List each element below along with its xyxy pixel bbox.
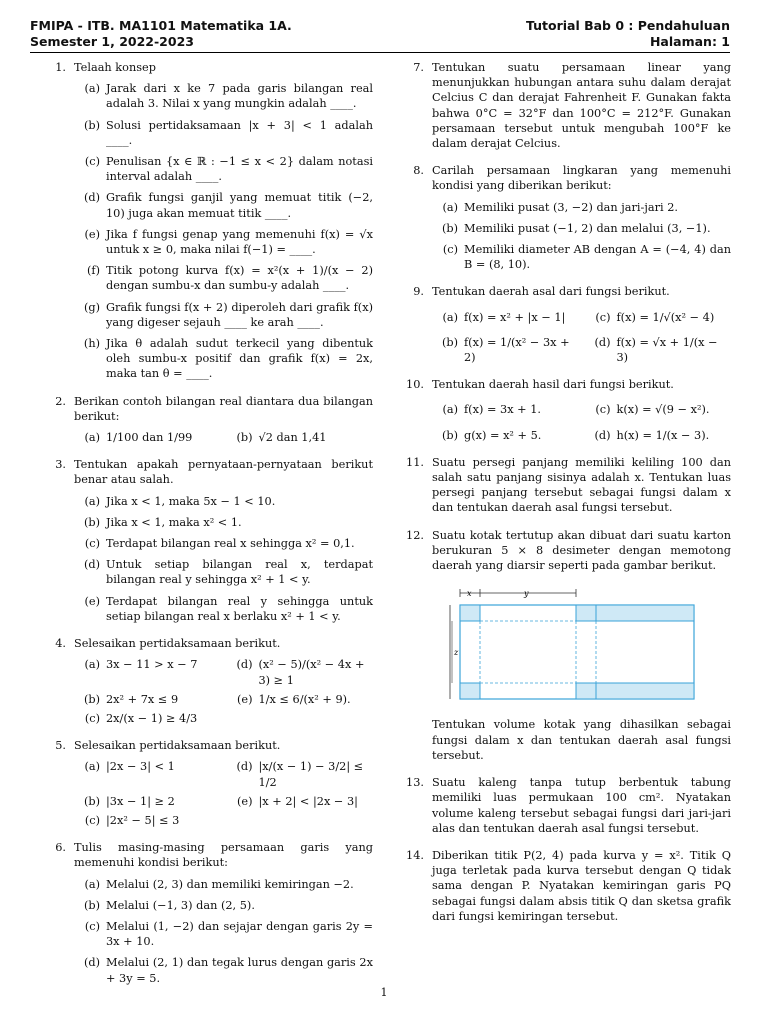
q2-a: 1/100 dan 1/99	[106, 431, 193, 445]
q6-a: Melalui (2, 3) dan memiliki kemiringan −2.	[106, 877, 354, 891]
q10-c: k(x) = √(9 − x²).	[616, 403, 710, 417]
q1-title: Telaah konsep	[74, 61, 156, 74]
shaded-top-left	[460, 605, 480, 621]
q1-d: Grafik fungsi ganjil yang memuat titik (−2, 10) juga akan memuat titik ____.	[106, 191, 373, 220]
q12-text: Suatu kotak tertutup akan dibuat dari suatu karton berukuran 5 × 8 desimeter dengan memotong daerah yang diarsir seperti pada gambar berikut.	[432, 528, 731, 573]
question-12: 12. Suatu kotak tertutup akan dibuat dari suatu karton berukuran 5 × 8 desimeter dengan memotong daerah yang diarsir seperti pada gambar berikut. x y z Tentukan volume kotak yang dihasilkan sebagai fungsi dalam x dan tentukan daerah asal fungsi tersebut.	[406, 528, 731, 762]
q3-e: Terdapat bilangan real y sehingga untuk setiap bilangan real x berlaku x² + 1 < y.	[106, 594, 373, 623]
q6-b: Melalui (−1, 3) dan (2, 5).	[106, 898, 255, 912]
question-11: 11. Suatu persegi panjang memiliki keliling 100 dan salah satu panjang sisinya adalah x. Tentukan luas persegi panjang tersebut sebagai fungsi dalam x dan tentukan daerah asal fungsi tersebut.	[406, 455, 731, 515]
page-header	[30, 18, 730, 53]
header-rule	[30, 52, 730, 53]
q4-d: (x² − 5)/(x² − 4x + 3) ≥ 1	[258, 658, 365, 687]
semester: Semester 1, 2022-2023	[30, 34, 194, 49]
q4-e: 1/x ≤ 6/(x² + 9).	[258, 692, 351, 706]
question-3: 3. Tentukan apakah pernyataan-pernyataan berikut benar atau salah. (a) Jika x < 1, maka 5x − 1 < 10. (b) Jika x < 1, maka x² < 1. (c) Terdapat bilangan real x sehingga x² = 0,1. (d) Untuk setiap bilangan real x, terdapat bilangan real y sehingga x² + 1 < y. (e) Terdapat bilangan real y sehingga untuk setiap bilangan real x berlaku x² + 1 < y.	[55, 458, 373, 623]
q8-b: Memiliki pusat (−1, 2) dan melalui (3, −1).	[464, 221, 711, 235]
page-label: Halaman: 1	[649, 34, 730, 49]
z-label: z	[454, 648, 459, 658]
q4-c: 2x/(x − 1) ≥ 4/3	[106, 711, 198, 725]
q1-e: Jika f fungsi genap yang memenuhi f(x) = √x untuk x ≥ 0, maka nilai f(−1) = ____.	[106, 227, 373, 257]
shaded-top-right	[596, 605, 694, 621]
q3-c: Terdapat bilangan real x sehingga x² = 0,1.	[106, 537, 355, 551]
q8-text: Carilah persamaan lingkaran yang memenuhi kondisi yang diberikan berikut:	[432, 164, 731, 193]
x-label: x	[467, 589, 472, 599]
tutorial-title: Tutorial Bab 0 : Pendahuluan	[525, 18, 730, 33]
q6-text: Tulis masing-masing persamaan garis yang memenuhi kondisi berikut:	[74, 841, 373, 870]
shaded-bottom-mid	[576, 683, 596, 699]
q5-d: |x/(x − 1) − 3/2| ≤ 1/2	[258, 760, 364, 789]
q5-c: |2x² − 5| ≤ 3	[106, 813, 180, 827]
question-2: 2. Berikan contoh bilangan real diantara dua bilangan berikut: (a) 1/100 dan 1/99 (b) √2 dan 1,41	[55, 394, 373, 445]
q5-a: |2x − 3| < 1	[106, 760, 175, 774]
q1-f: Titik potong kurva f(x) = x²(x + 1)/(x − 2) dengan sumbu-x dan sumbu-y adalah ____.	[106, 264, 373, 293]
q4-b: 2x² + 7x ≤ 9	[106, 692, 179, 706]
question-1: 1. Telaah konsep (a) Jarak dari x ke 7 pada garis bilangan real adalah 3. Nilai x yang mungkin adalah ____. (b) Solusi pertidaksamaan |x + 3| < 1 adalah ____. (c) Penulisan {x ∈ ℝ : −1 ≤ x < 2} dalam notasi interval adalah ____. (d) Grafik fungsi ganjil yang memuat titik (−2, 10) juga akan memuat titik ____. (e) Jika f fungsi genap yang memenuhi f(x) = √x untuk x ≥ 0, maka nilai f(−1) = ____. (f) Titik potong kurva f(x) = x²(x + 1)/(x − 2) dengan sumbu-x dan sumbu-y adalah ____. (g) Grafik fungsi f(x + 2) diperoleh dari grafik f(x) yang digeser sejauh ____ ke arah ____. (h) Jika θ adalah sudut terkecil yang dibentuk oleh sumbu-x positif dan grafik f(x) = 2x, maka tan θ = ____.	[55, 61, 373, 381]
page-number: 1	[380, 986, 388, 999]
q9-b: f(x) = 1/(x² − 3x + 2)	[464, 335, 570, 365]
q2-text: Berikan contoh bilangan real diantara dua bilangan berikut:	[74, 394, 373, 423]
question-13: 13. Suatu kaleng tanpa tutup berbentuk tabung memiliki luas permukaan 100 cm². Nyatakan volume kaleng tersebut sebagai fungsi dari jari-jari alas dan tentukan daerah asal fungsi tersebut.	[406, 776, 731, 835]
y-label: y	[524, 589, 529, 599]
question-14: 14. Diberikan titik P(2, 4) pada kurva y = x². Titik Q juga terletak pada kurva tersebut dengan Q tidak sama dengan P. Nyatakan kemiringan garis PQ sebagai fungsi dalam absis titik Q dan sketsa grafik dari fungsi kemiringan tersebut.	[406, 848, 731, 923]
q1-a: Jarak dari x ke 7 pada garis bilangan real adalah 3. Nilai x yang mungkin adalah ____.	[106, 82, 373, 111]
question-7: 7. Tentukan suatu persamaan linear yang menunjukkan hubungan antara suhu dalam derajat Celcius C dan derajat Fahrenheit F. Gunakan fakta bahwa 0°C = 32°F dan 100°C = 212°F. Gunakan persamaan tersebut untuk mengubah 100°F ke dalam derajat Celcius.	[413, 61, 731, 151]
q5-b: |3x − 1| ≥ 2	[106, 794, 175, 808]
q3-text: Tentukan apakah pernyataan-pernyataan berikut benar atau salah.	[74, 458, 373, 487]
q10-b: g(x) = x² + 5.	[464, 428, 542, 442]
q3-b: Jika x < 1, maka x² < 1.	[106, 515, 242, 529]
q4-text: Selesaikan pertidaksamaan berikut.	[74, 637, 281, 651]
q2-b: √2 dan 1,41	[258, 431, 327, 445]
q4-a: 3x − 11 > x − 7	[106, 658, 198, 672]
q1-g: Grafik fungsi f(x + 2) diperoleh dari grafik f(x) yang digeser sejauh ____ ke arah ____.	[106, 300, 373, 329]
q8-c: Memiliki diameter AB dengan A = (−4, 4) dan B = (8, 10).	[464, 243, 731, 272]
q5-e: |x + 2| < |2x − 3|	[258, 794, 358, 808]
q12-after: Tentukan volume kotak yang dihasilkan sebagai fungsi dalam x dan tentukan daerah asal fungsi tersebut.	[432, 718, 731, 762]
question-9: 9. Tentukan daerah asal dari fungsi berikut. (a) f(x) = x² + |x − 1| (c) f(x) = 1/√(x² − 4) (b) f(x) = 1/(x² − 3x + 2) (d) f(x) = √x + 1/(x − 3)	[398, 284, 731, 365]
q10-text: Tentukan daerah hasil dari fungsi berikut.	[432, 378, 674, 392]
q1-c: Penulisan {x ∈ ℝ : −1 ≤ x < 2} dalam notasi interval adalah ____.	[106, 155, 373, 184]
question-8: 8. Carilah persamaan lingkaran yang memenuhi kondisi yang diberikan berikut: (a) Memiliki pusat (3, −2) dan jari-jari 2. (b) Memiliki pusat (−1, 2) dan melalui (3, −1). (c) Memiliki diameter AB dengan A = (−4, 4) dan B = (8, 10).	[413, 164, 731, 272]
q6-d: Melalui (2, 1) dan tegak lurus dengan garis 2x + 3y = 5.	[106, 956, 373, 985]
q3-d: Untuk setiap bilangan real x, terdapat bilangan real y sehingga x² + 1 < y.	[106, 558, 373, 587]
q7-text: Tentukan suatu persamaan linear yang menunjukkan hubungan antara suhu dalam derajat Celcius C dan derajat Fahrenheit F. Gunakan fakta bahwa 0°C = 32°F dan 100°C = 212°F. Gunakan persamaan tersebut untuk mengubah 100°F ke dalam derajat Celcius.	[432, 61, 731, 151]
q13-text: Suatu kaleng tanpa tutup berbentuk tabung memiliki luas permukaan 100 cm². Nyatakan volume kaleng tersebut sebagai fungsi dari jari-jari alas dan tentukan daerah asal fungsi tersebut.	[432, 776, 731, 835]
q3-a: Jika x < 1, maka 5x − 1 < 10.	[106, 494, 276, 508]
q1-h: Jika θ adalah sudut terkecil yang dibentuk oleh sumbu-x positif dan grafik f(x) = 2x, maka tan θ = ____.	[106, 337, 373, 381]
q10-d: h(x) = 1/(x − 3).	[616, 428, 710, 442]
question-10: 10. Tentukan daerah hasil dari fungsi berikut. (a) f(x) = 3x + 1. (c) k(x) = √(9 − x²). (b) g(x) = x² + 5. (d) h(x) = 1/(x − 3).	[398, 377, 731, 443]
q1-b: Solusi pertidaksamaan |x + 3| < 1 adalah ____.	[106, 118, 373, 147]
q9-a: f(x) = x² + |x − 1|	[464, 310, 566, 324]
shaded-bottom-left	[460, 683, 480, 699]
shaded-bottom-right	[596, 683, 694, 699]
course-title: FMIPA - ITB. MA1101 Matematika 1A.	[30, 18, 292, 33]
q5-text: Selesaikan pertidaksamaan berikut.	[74, 739, 281, 753]
box-net-diagram	[456, 585, 726, 705]
q11-text: Suatu persegi panjang memiliki keliling 100 dan salah satu panjang sisinya adalah x. Tentukan luas persegi panjang tersebut sebagai fungsi dalam x dan tentukan daerah asal fungsi tersebut.	[432, 455, 731, 515]
question-5: 5. Selesaikan pertidaksamaan berikut. (a) |2x − 3| < 1 (d) |x/(x − 1) − 3/2| ≤ 1/2 (b) |3x − 1| ≥ 2 (e) |x + 2| < |2x − 3| (c) |2x² − 5| ≤ 3	[40, 738, 373, 828]
left-column	[40, 60, 373, 998]
q14-text: Diberikan titik P(2, 4) pada kurva y = x². Titik Q juga terletak pada kurva tersebut dengan Q tidak sama dengan P. Nyatakan kemiringan garis PQ sebagai fungsi dalam absis titik Q dan sketsa grafik dari fungsi kemiringan tersebut.	[432, 848, 731, 923]
right-column	[398, 60, 731, 936]
q9-d: f(x) = √x + 1/(x − 3)	[616, 335, 718, 365]
question-4: 4. Selesaikan pertidaksamaan berikut. (a) 3x − 11 > x − 7 (d) (x² − 5)/(x² − 4x + 3) ≥ 1 (b) 2x² + 7x ≤ 9 (e) 1/x ≤ 6/(x² + 9). (c) 2x/(x − 1) ≥ 4/3	[40, 636, 373, 726]
q9-text: Tentukan daerah asal dari fungsi berikut.	[432, 285, 670, 299]
q6-c: Melalui (1, −2) dan sejajar dengan garis 2y = 3x + 10.	[106, 919, 373, 949]
cardboard-box-figure	[456, 585, 731, 709]
q8-a: Memiliki pusat (3, −2) dan jari-jari 2.	[464, 200, 678, 214]
q10-a: f(x) = 3x + 1.	[464, 403, 541, 417]
q9-c: f(x) = 1/√(x² − 4)	[616, 310, 715, 324]
question-6: 6. Tulis masing-masing persamaan garis yang memenuhi kondisi berikut: (a) Melalui (2, 3) dan memiliki kemiringan −2. (b) Melalui (−1, 3) dan (2, 5). (c) Melalui (1, −2) dan sejajar dengan garis 2y = 3x + 10. (d) Melalui (2, 1) dan tegak lurus dengan garis 2x + 3y = 5.	[55, 841, 373, 985]
shaded-top-mid	[576, 605, 596, 621]
